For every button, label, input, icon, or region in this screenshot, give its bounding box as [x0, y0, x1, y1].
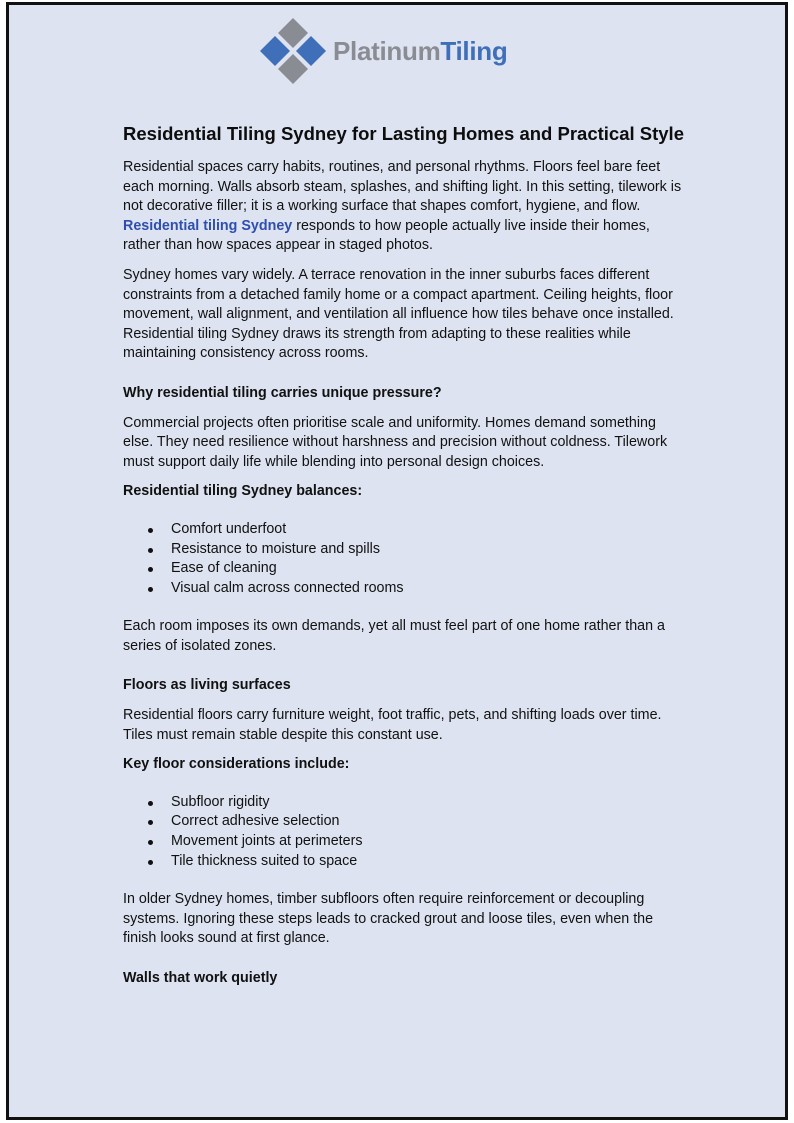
residential-tiling-link[interactable]: Residential tiling Sydney: [123, 217, 293, 234]
intro-text-before: Residential spaces carry habits, routines, and personal rhythms. Floors feel bare feet each morning. Walls absorb steam, splashes, and shifting light. In this setting, tilework is not decorative filler; it is a working surface that shapes comfort, hygiene, and flow.: [123, 159, 682, 215]
article-body: [123, 121, 685, 999]
section-heading-unique-pressure: Why residential tiling carries unique pressure?: [123, 384, 442, 401]
subheading-balances: Residential tiling Sydney balances:: [123, 483, 363, 500]
paragraph-commercial-projects: Commercial projects often prioritise scale and uniformity. Homes demand something else. They need resilience without harshness and precision without coldness. Tilework must support daily life while blending into personal design choices.: [123, 414, 668, 470]
section-heading-walls: Walls that work quietly: [123, 970, 278, 986]
balances-list: [123, 520, 685, 598]
paragraph-older-homes: In older Sydney homes, timber subfloors often require reinforcement or decoupling systems. Ignoring these steps leads to cracked grout and loose tiles, even when the finish looks sound at first glance.: [123, 891, 654, 947]
article-title: Residential Tiling Sydney for Lasting Homes and Practical Style: [123, 123, 684, 144]
paragraph-residential-floors: Residential floors carry furniture weight, foot traffic, pets, and shifting loads over time. Tiles must remain stable despite this constant use.: [123, 707, 662, 743]
brand-name: [333, 36, 507, 64]
brand-logo[interactable]: [257, 16, 507, 84]
brand-name-part2: Tiling: [440, 36, 508, 66]
intro-paragraph: [123, 158, 685, 256]
subheading-floor-considerations: Key floor considerations include:: [123, 756, 350, 773]
diamond-logo-icon: [257, 16, 329, 84]
document-page: [6, 2, 788, 1120]
list-item: Resistance to moisture and spills: [171, 540, 685, 560]
list-item: Ease of cleaning: [171, 559, 685, 579]
paragraph-room-demands: Each room imposes its own demands, yet all must feel part of one home rather than a series of isolated zones.: [123, 618, 665, 654]
paragraph-sydney-homes: Sydney homes vary widely. A terrace renovation in the inner suburbs faces different constraints from a detached family home or a compact apartment. Ceiling heights, floor movement, wall alignment, and ventilation all influence how tiles behave once installed. Residential tiling Sydney draws its strength from adapting to these realities while maintaining consistency across rooms.: [123, 266, 674, 362]
list-item: Tile thickness suited to space: [171, 852, 685, 872]
list-item: Visual calm across connected rooms: [171, 579, 685, 599]
section-heading-floors: Floors as living surfaces: [123, 677, 291, 694]
list-item: Correct adhesive selection: [171, 812, 685, 832]
list-item: Subfloor rigidity: [171, 793, 685, 813]
brand-name-part1: Platinum: [333, 36, 441, 66]
floor-considerations-list: [123, 793, 685, 871]
intro-text-after: responds to how people actually live inside their homes, rather than how spaces appear in staged photos.: [123, 217, 650, 254]
list-item: Comfort underfoot: [171, 520, 685, 540]
list-item: Movement joints at perimeters: [171, 832, 685, 852]
